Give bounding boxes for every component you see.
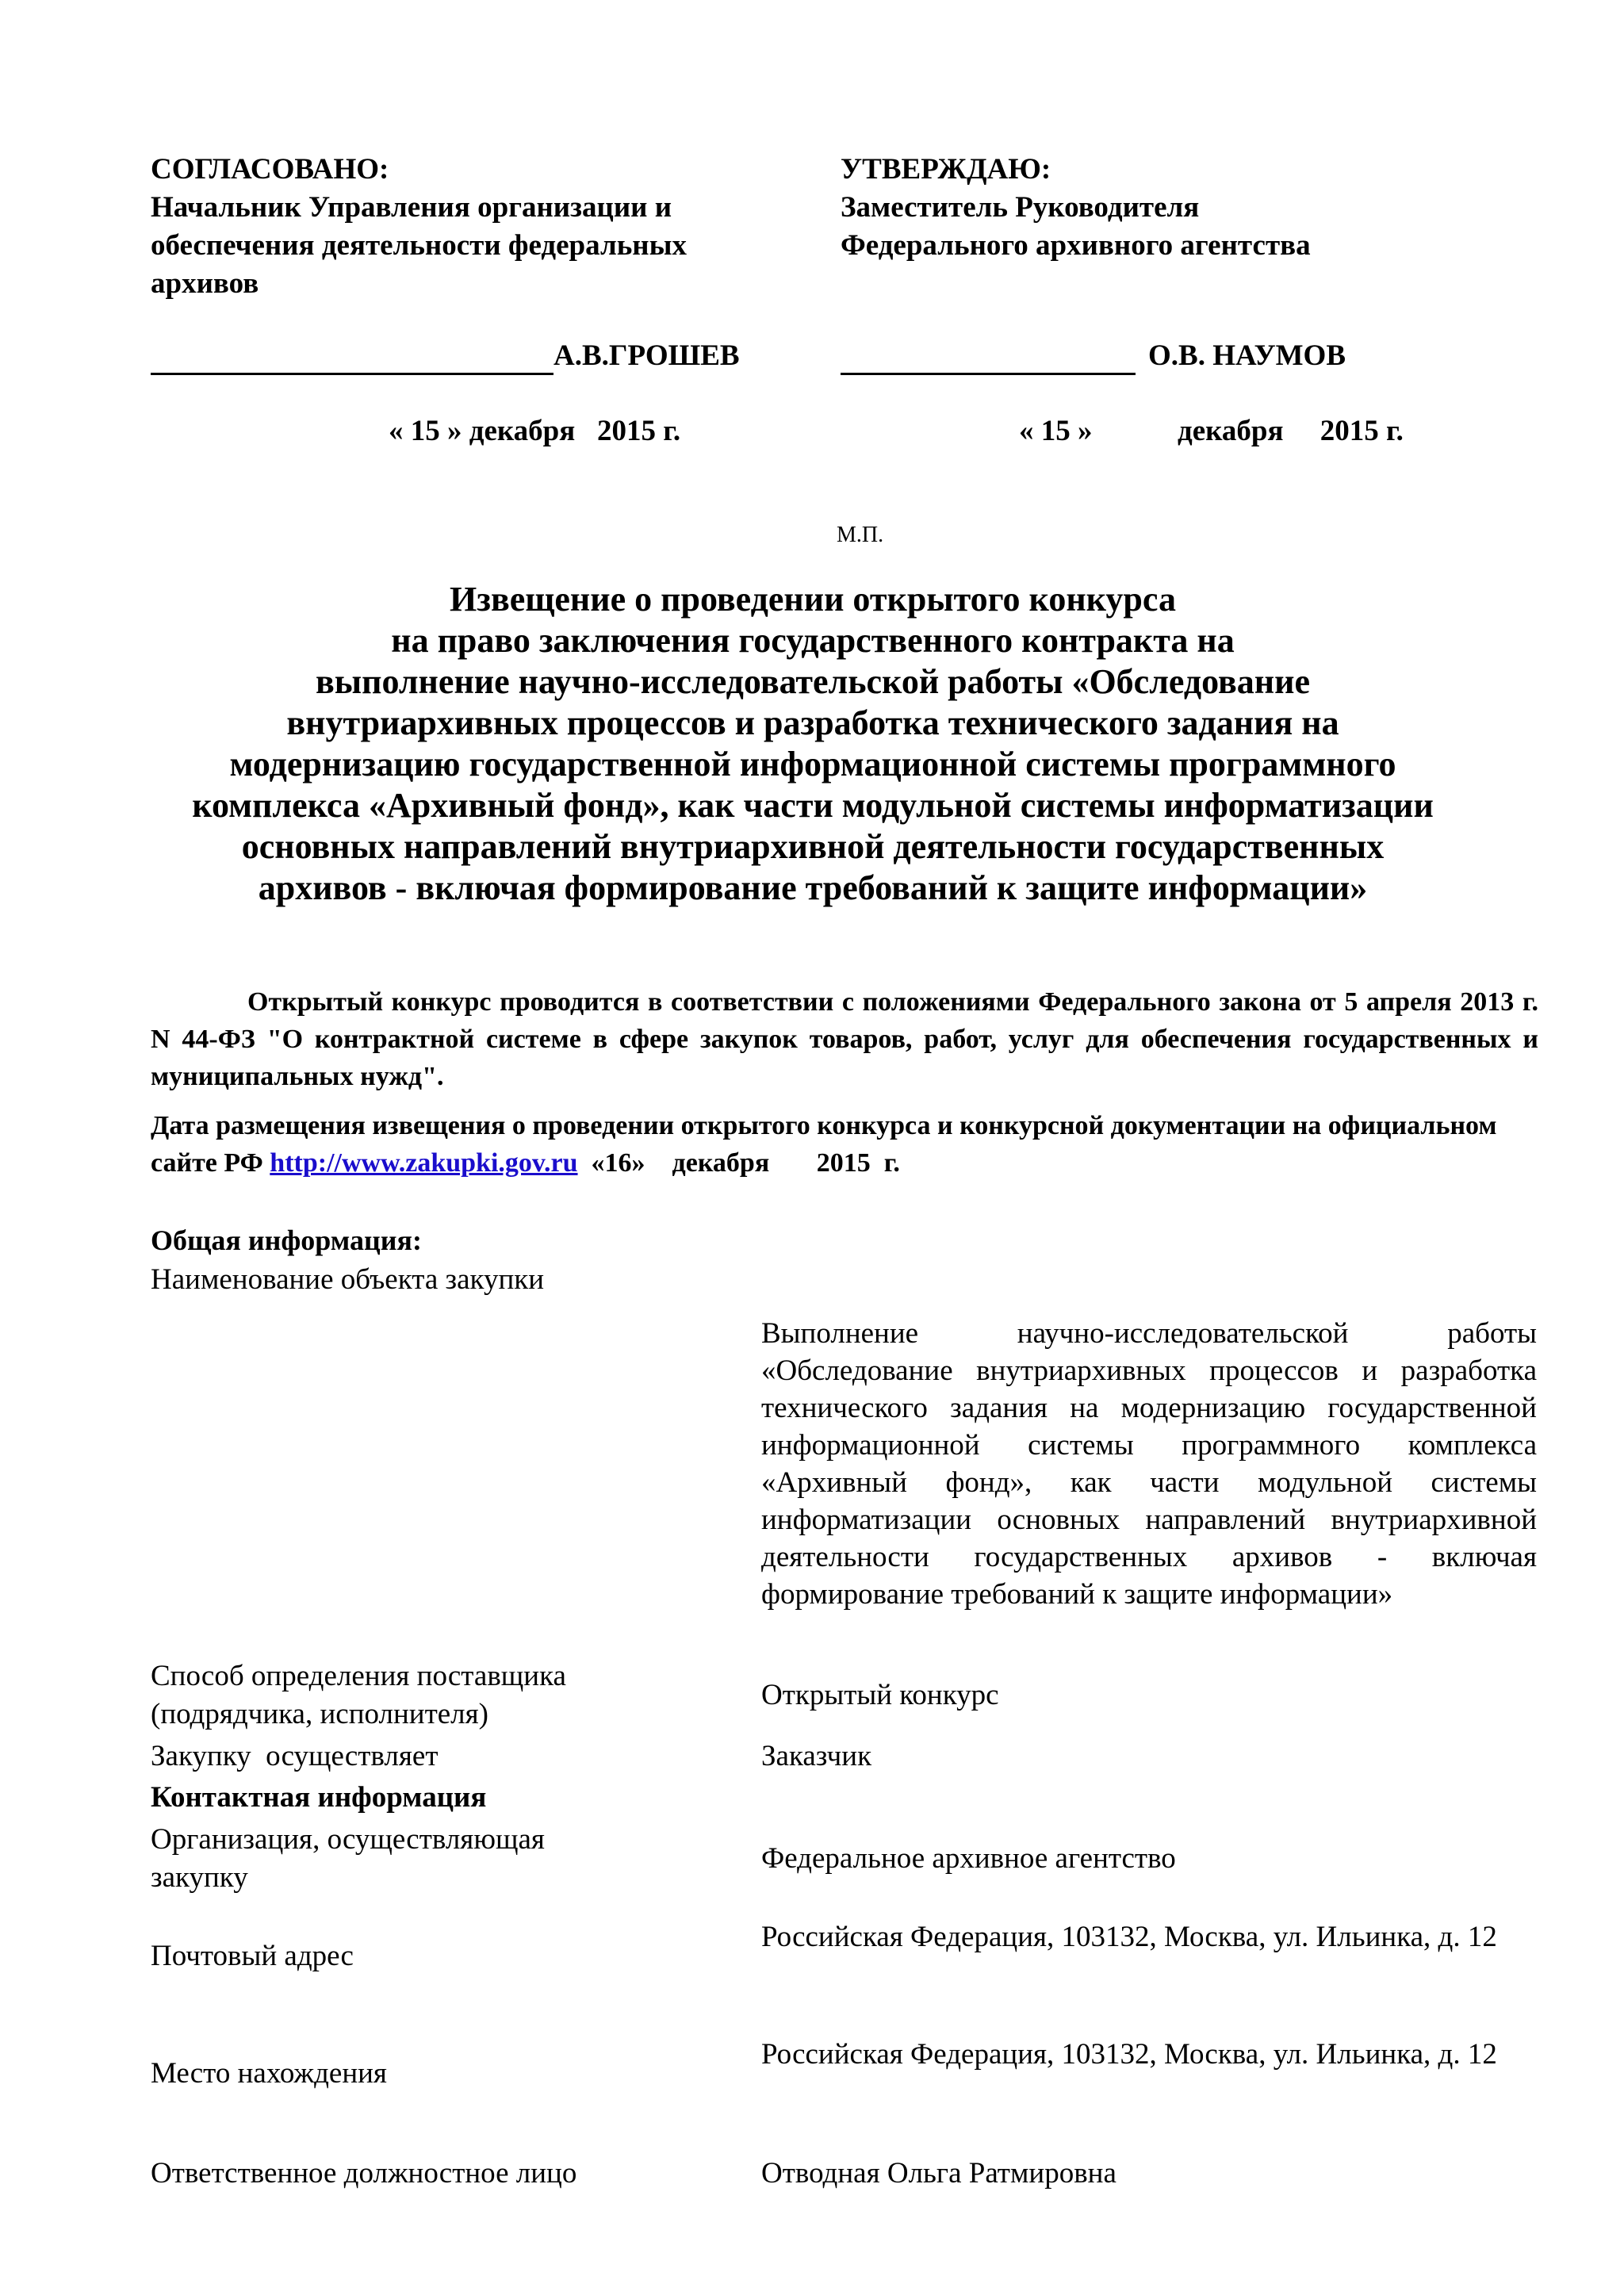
method-label: Способ определения поставщика (подрядчика, исполнителя) [151, 1660, 566, 1730]
approval-left-date: « 15 » декабря 2015 г. [389, 415, 681, 447]
approval-left-signature [151, 337, 785, 375]
approval-left-signer: А.В.ГРОШЕВ [553, 339, 740, 372]
approval-left-position-line2: обеспечения деятельности федеральных [151, 229, 687, 262]
org-value: Федеральное архивное агентство [761, 1842, 1176, 1875]
approval-right-position-line1: Заместитель Руководителя [841, 191, 1200, 224]
title-line: комплекса «Архивный фонд», как части модульной системы информатизации [192, 786, 1434, 825]
title-line: архивов - включая формирование требований к защите информации» [258, 868, 1368, 907]
approval-right-position-line2: Федерального архивного агентства [841, 229, 1311, 262]
title-line: Извещение о проведении открытого конкурса [450, 580, 1176, 619]
postal-label: Почтовый адрес [151, 1940, 354, 1972]
publication-text: Дата размещения извещения о проведении открытого конкурса и конкурсной документации на официальном сайте РФ [151, 1111, 1497, 1178]
publication-date: «16» декабря 2015 г. [591, 1148, 900, 1178]
signature-line [841, 344, 1136, 375]
responsible-label: Ответственное должностное лицо [151, 2157, 577, 2190]
approval-right [841, 151, 1554, 265]
approval-left [151, 151, 785, 303]
title-line: внутриархивных процессов и разработка технического задания на [286, 703, 1339, 742]
approval-right-heading: УТВЕРЖДАЮ: [841, 153, 1051, 186]
approval-left-heading: СОГЛАСОВАНО: [151, 153, 389, 186]
contact-heading: Контактная информация [151, 1781, 487, 1814]
location-label: Место нахождения [151, 2057, 387, 2090]
object-label: Наименование объекта закупки [151, 1263, 545, 1296]
responsible-value: Отводная Ольга Ратмировна [761, 2157, 1116, 2190]
performer-label: Закупку осуществляет [151, 1740, 439, 1772]
approval-right-date-month-year: декабря 2015 г. [1178, 415, 1404, 447]
title-line: выполнение научно-исследовательской работы «Обследование [315, 662, 1311, 701]
title-line: на право заключения государственного контракта на [391, 621, 1235, 660]
location-value: Российская Федерация, 103132, Москва, ул. Ильинка, д. 12 [761, 2038, 1497, 2071]
method-value: Открытый конкурс [761, 1679, 999, 1711]
approval-right-signature [841, 337, 1554, 375]
object-value: Выполнение научно-исследовательской работы «Обследование внутриархивных процессов и разработка технического задания на модернизацию государственной информационной системы программного комплекса «Архивный фонд», как части модульной системы информатизации основных направлений внутриархивной деятельности государственных архивов - включая формирование требований к защите информации» [761, 1317, 1537, 1611]
publication-paragraph [151, 1107, 1538, 1182]
zakupki-link[interactable]: http://www.zakupki.gov.ru [270, 1148, 578, 1178]
seal-mark: М.П. [837, 523, 884, 547]
approval-right-signer: О.В. НАУМОВ [1148, 339, 1346, 372]
approval-left-position-line1: Начальник Управления организации и [151, 191, 672, 224]
approval-left-position-line3: архивов [151, 267, 259, 300]
signature-line [151, 344, 553, 375]
approval-right-date-day: « 15 » [1019, 415, 1093, 447]
notice-title [143, 579, 1483, 909]
general-info-heading: Общая информация: [151, 1224, 422, 1256]
postal-value: Российская Федерация, 103132, Москва, ул. Ильинка, д. 12 [761, 1921, 1497, 1953]
intro-paragraph: Открытый конкурс проводится в соответствии с положениями Федерального закона от 5 апреля 2013 г. N 44-ФЗ "О контрактной системе в сфере закупок товаров, работ, услуг для обеспечения государственных и муниципальных нужд". [151, 987, 1538, 1091]
title-line: основных направлений внутриархивной деятельности государственных [241, 827, 1385, 866]
title-line: модернизацию государственной информационной системы программного [229, 745, 1396, 784]
org-label: Организация, осуществляющая закупку [151, 1823, 545, 1894]
performer-value: Заказчик [761, 1740, 872, 1772]
